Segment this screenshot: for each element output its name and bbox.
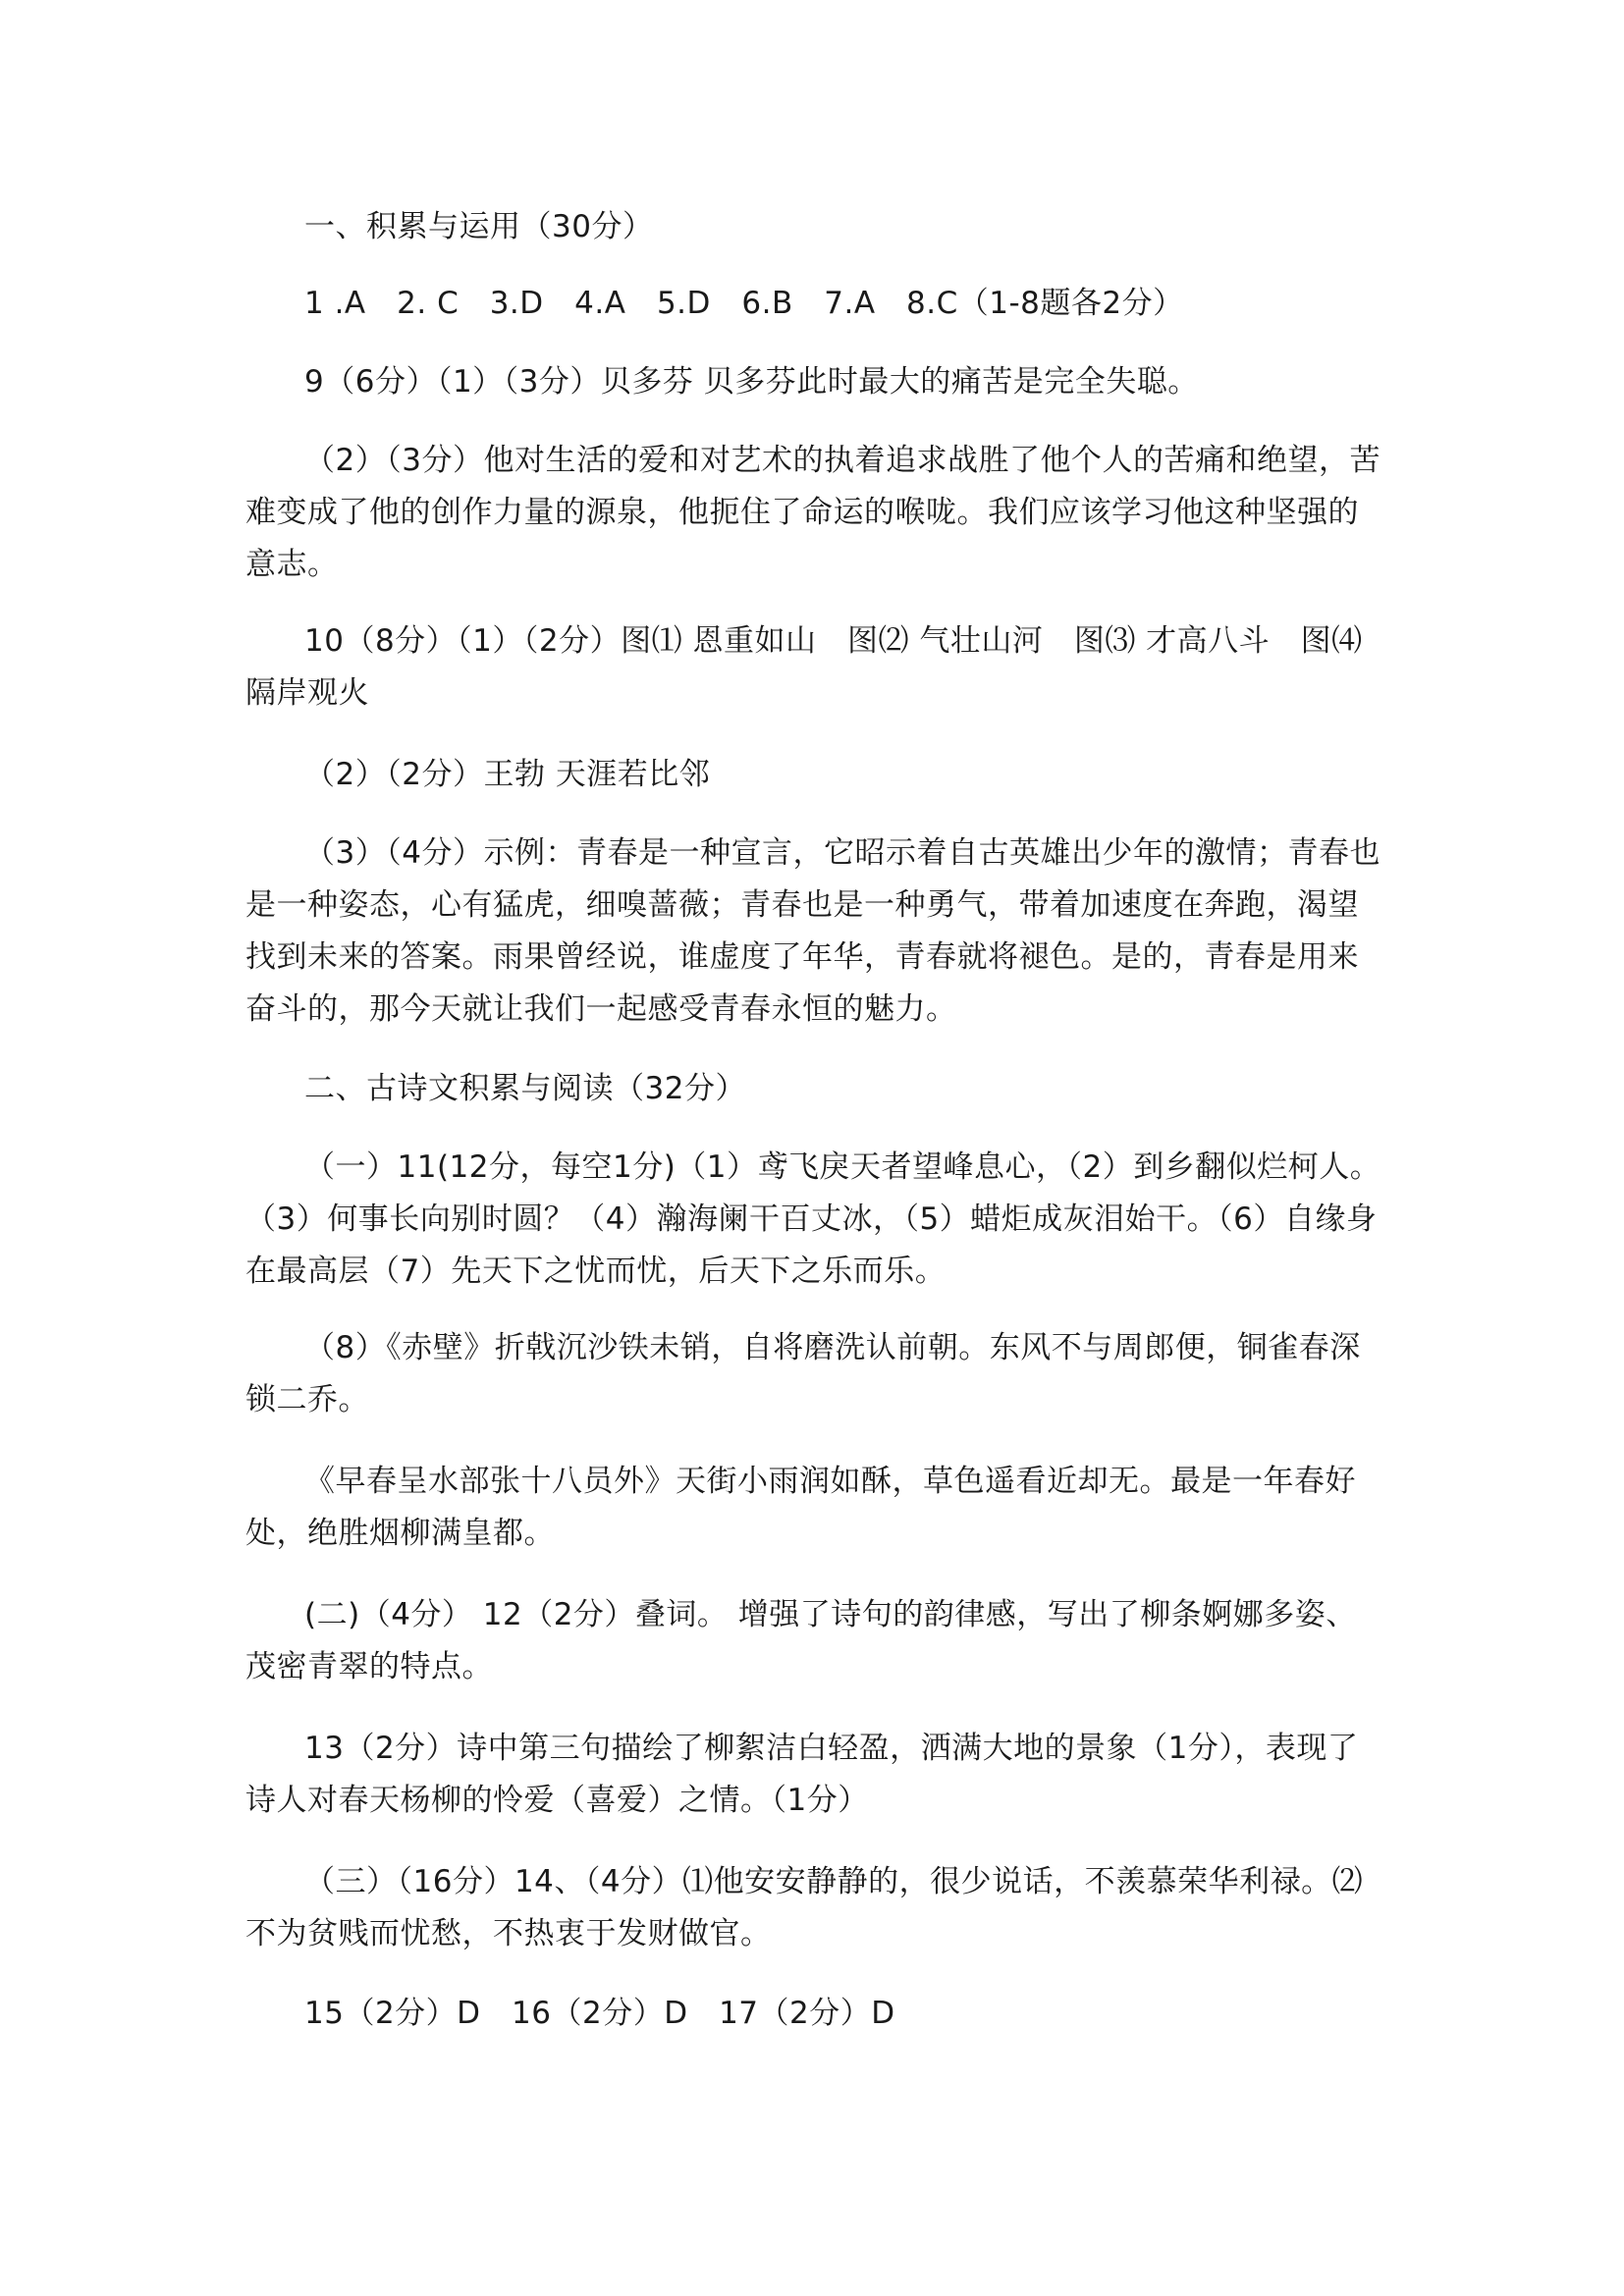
answer-q14: （三）（16分）14、（4分）⑴他安安静静的，很少说话，不羡慕荣华利禄。⑵不为贫贱而忧愁，不热衷于发财做官。 [245,1864,1364,1951]
answer-q10-part1: 10（8分）（1）（2分）图⑴ 恩重如山 图⑵ 气壮山河 图⑶ 才高八斗 图⑷ 隔岸观火 [245,623,1363,711]
answers-1-8: 1 .A 2. C 3.D 4.A 5.D 6.B 7.A 8.C（1-8题各2分） [304,286,1184,321]
answer-q9-part1: 9（6分）（1）（3分）贝多芬 贝多芬此时最大的痛苦是完全失聪。 [304,364,1199,400]
answer-q13: 13（2分）诗中第三句描绘了柳絮洁白轻盈，洒满大地的景象（1分），表现了诗人对春天杨柳的怜爱（喜爱）之情。（1分） [245,1731,1359,1818]
answer-q10-part3: （3）（4分）示例：青春是一种宣言，它昭示着自古英雄出少年的激情；青春也是一种姿态，心有猛虎，细嗅蔷薇；青春也是一种勇气，带着加速度在奔跑，渴望找到未来的答案。雨果曾经说，谁虚度了年华，青春就将褪色。是的，青春是用来奋斗的，那今天就让我们一起感受青春永恒的魅力。 [245,835,1380,1027]
answer-q12: (二)（4分） 12（2分）叠词。 增强了诗句的韵律感，写出了柳条婀娜多姿、茂密青翠的特点。 [245,1597,1357,1684]
section1-heading: 一、积累与运用（30分） [304,209,654,244]
answer-q9-part2: （2）（3分）他对生活的爱和对艺术的执着追求战胜了他个人的苦痛和绝望，苦难变成了他的创作力量的源泉，他扼住了命运的喉咙。我们应该学习他这种坚强的意志。 [245,443,1380,582]
answer-q11-poem-chibi: （8）《赤壁》折戟沉沙铁未销，自将磨洗认前朝。东风不与周郎便，铜雀春深锁二乔。 [245,1330,1361,1417]
answer-q10-part2: （2）（2分）王勃 天涯若比邻 [304,757,711,792]
answers-q15-17: 15（2分）D 16（2分）D 17（2分）D [304,1996,895,2031]
answer-q11-recitation: （一）11(12分，每空1分)（1）鸢飞戾天者望峰息心，（2）到乡翻似烂柯人。（3）何事长向别时圆？（4）瀚海阑干百丈冰，（5）蜡炬成灰泪始干。（6）自缘身在最高层（7）先天下之忧而忧，后天下之乐而乐。 [245,1149,1381,1289]
answer-q11-poem-zaochun: 《早春呈水部张十八员外》天街小雨润如酥，草色遥看近却无。最是一年春好处，绝胜烟柳满皇都。 [245,1464,1356,1551]
section2-heading: 二、古诗文积累与阅读（32分） [304,1071,746,1106]
